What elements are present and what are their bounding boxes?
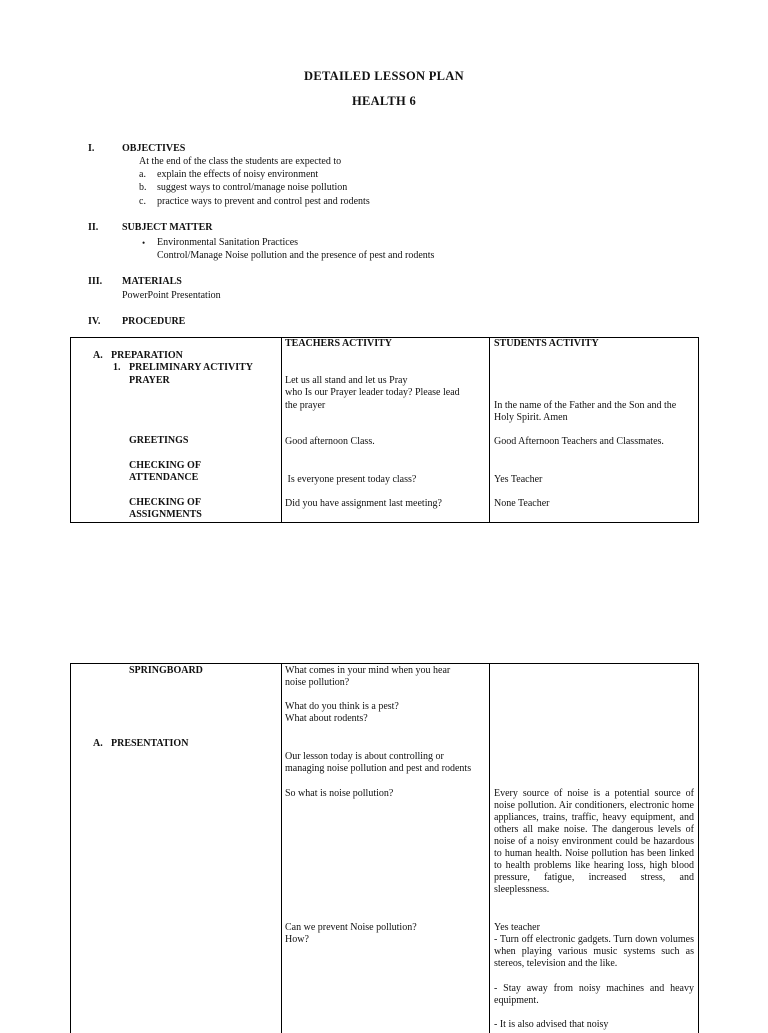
prayer-teacher-line-2: who Is our Prayer leader today? Please lead [285, 387, 460, 398]
subject-matter-item-2: Control/Manage Noise pollution and the presence of pest and rodents [157, 250, 435, 261]
greetings-label: GREETINGS [129, 435, 189, 446]
materials-text: PowerPoint Presentation [122, 290, 221, 301]
preliminary-marker: 1. [113, 362, 121, 373]
attendance-teacher: Is everyone present today class? [285, 474, 417, 485]
bullet-icon: • [142, 238, 146, 248]
assignments-student: None Teacher [494, 498, 550, 509]
materials-number: III. [88, 276, 103, 287]
assignments-label-line-2: ASSIGNMENTS [129, 509, 202, 520]
noise-answer: Every source of noise is a potential source of noise pollution. Air conditioners, electronic home appliances, trains, traffic, heavy equipment, and others all make noise. The dangerous levels of noise of a noisy environment could be hazardous to human health. Noise pollution has been linked to health problems like hearing loss, high blood pressure, fatigue, increased stress, and sleeplessness. [494, 788, 694, 895]
preliminary-activity-label: PRELIMINARY ACTIVITY [129, 362, 254, 373]
column-divider [489, 338, 490, 522]
prevent-answer-noisy: - It is also advised that noisy [494, 1019, 609, 1030]
attendance-label-line-2: ATTENDANCE [129, 472, 199, 483]
objectives-number: I. [88, 143, 95, 154]
prevent-answer-yes: Yes teacher [494, 922, 540, 933]
noise-question: So what is noise pollution? [285, 788, 394, 799]
column-divider [489, 664, 490, 1033]
objective-marker-b: b. [139, 182, 147, 193]
greetings-teacher: Good afternoon Class. [285, 436, 375, 447]
subject-matter-number: II. [88, 222, 99, 233]
prevent-question-line-1: Can we prevent Noise pollution? [285, 922, 417, 933]
prevent-answer-machines: - Stay away from noisy machines and heavy equipment. [494, 983, 694, 1006]
springboard-teacher-line-3: What do you think is a pest? [285, 701, 399, 712]
assignments-label-line-1: CHECKING OF [129, 497, 201, 508]
springboard-teacher-line-2: noise pollution? [285, 677, 350, 688]
objective-item-c: practice ways to prevent and control pest and rodents [157, 196, 370, 207]
objective-item-b: suggest ways to control/manage noise pollution [157, 182, 348, 193]
preparation-label: PREPARATION [111, 350, 183, 361]
teachers-activity-header: TEACHERS ACTIVITY [285, 338, 392, 349]
subject-matter-heading: SUBJECT MATTER [122, 222, 213, 233]
document-subtitle: HEALTH 6 [351, 94, 417, 108]
procedure-table-1 [70, 337, 699, 523]
presentation-label: PRESENTATION [111, 738, 189, 749]
objectives-heading: OBJECTIVES [122, 143, 186, 154]
assignments-teacher: Did you have assignment last meeting? [285, 498, 442, 509]
column-divider [281, 664, 282, 1033]
attendance-label-line-1: CHECKING OF [129, 460, 201, 471]
greetings-student: Good Afternoon Teachers and Classmates. [494, 436, 664, 447]
procedure-number: IV. [88, 316, 101, 327]
procedure-table-2 [70, 663, 699, 1033]
prevent-answer-gadgets: - Turn off electronic gadgets. Turn down volumes when playing various music systems such as stereos, television and the like. [494, 934, 694, 969]
springboard-label: SPRINGBOARD [129, 665, 203, 676]
subject-matter-item-1: Environmental Sanitation Practices [157, 237, 299, 248]
prayer-label: PRAYER [129, 375, 170, 386]
springboard-teacher-line-4: What about rodents? [285, 713, 368, 724]
prayer-teacher-line-1: Let us all stand and let us Pray [285, 375, 408, 386]
presentation-marker: A. [93, 738, 103, 749]
materials-heading: MATERIALS [122, 276, 182, 287]
lesson-teacher-line-2: managing noise pollution and pest and rodents [285, 763, 472, 774]
prevent-question-line-2: How? [285, 934, 309, 945]
column-divider [281, 338, 282, 522]
objective-marker-c: c. [139, 196, 146, 207]
springboard-teacher-line-1: What comes in your mind when you hear [285, 665, 451, 676]
lesson-teacher-line-1: Our lesson today is about controlling or [285, 751, 444, 762]
procedure-heading: PROCEDURE [122, 316, 186, 327]
prayer-student-line-2: Holy Spirit. Amen [494, 412, 568, 423]
prayer-student-line-1: In the name of the Father and the Son and the [494, 400, 677, 411]
prayer-teacher-line-3: the prayer [285, 400, 326, 411]
document-title: DETAILED LESSON PLAN [304, 69, 464, 83]
students-activity-header: STUDENTS ACTIVITY [494, 338, 599, 349]
objectives-intro: At the end of the class the students are expected to [139, 156, 342, 167]
objective-item-a: explain the effects of noisy environment [157, 169, 319, 180]
preparation-marker: A. [93, 350, 103, 361]
attendance-student: Yes Teacher [494, 474, 543, 485]
objective-marker-a: a. [139, 169, 146, 180]
